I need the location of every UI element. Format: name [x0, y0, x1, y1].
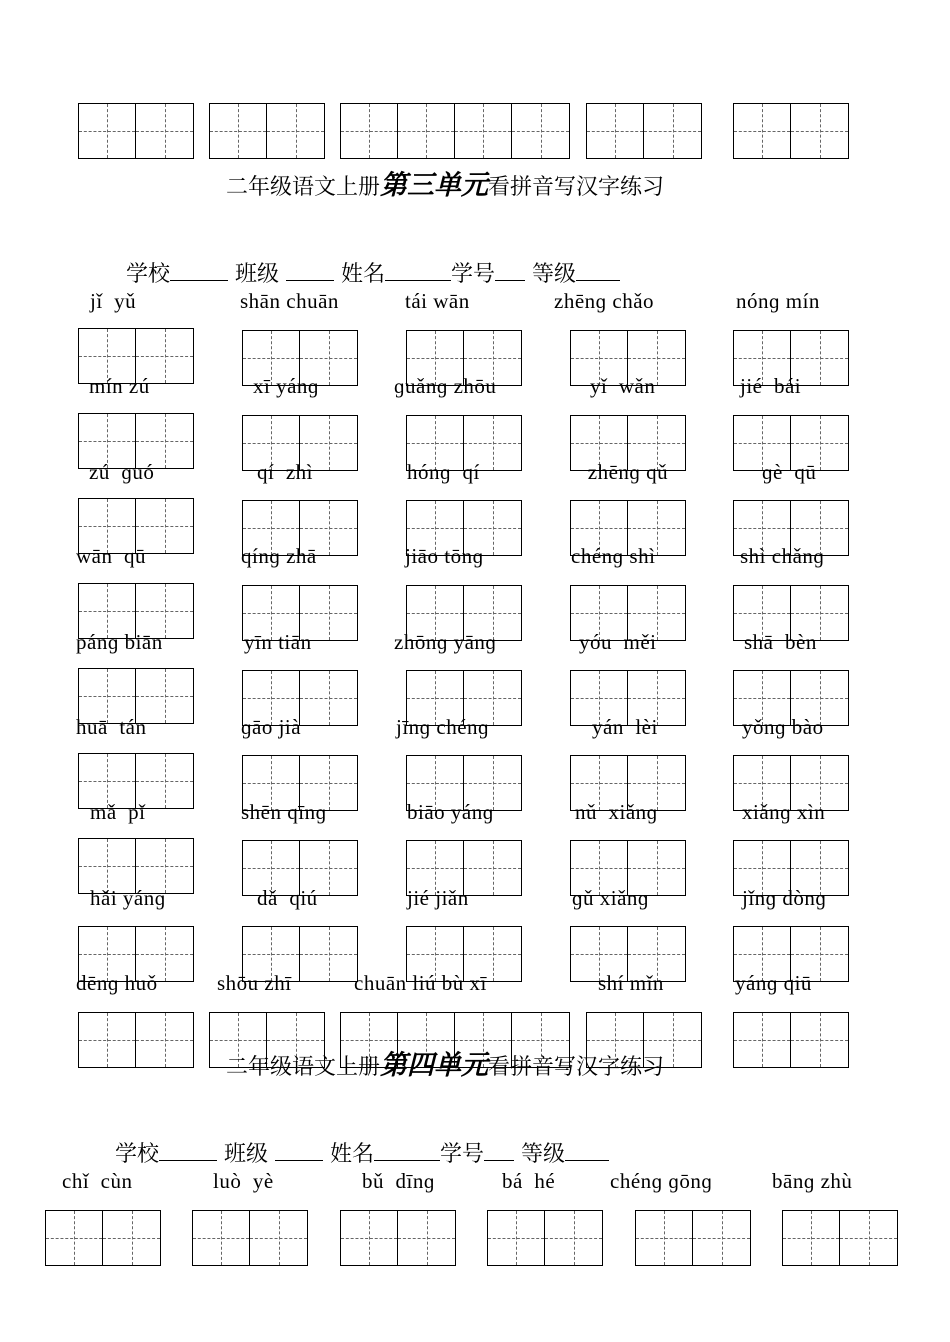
pinyin-label: shēn qīnɡ	[241, 800, 327, 824]
pinyin-label: pánɡ biān	[76, 630, 163, 654]
pinyin-label: wān qū	[76, 544, 146, 568]
pinyin-label: yóu měi	[579, 630, 657, 654]
grade-blank[interactable]	[565, 1140, 609, 1161]
grade-label: 等级	[532, 262, 577, 287]
pinyin-label: ɡè qū	[762, 460, 817, 484]
writing-grid[interactable]	[45, 1210, 161, 1266]
name-label: 姓名	[330, 1142, 375, 1167]
writing-grid[interactable]	[635, 1210, 751, 1266]
writing-grid[interactable]	[487, 1210, 603, 1266]
pinyin-label: hónɡ qí	[407, 460, 480, 484]
number-label: 学号	[440, 1142, 485, 1167]
worksheet-title-2	[226, 1052, 664, 1082]
pinyin-label: xiǎnɡ xìn	[742, 800, 826, 824]
student-info-line	[98, 232, 620, 317]
pinyin-label: qí zhì	[257, 460, 313, 484]
pinyin-label: ɡuǎnɡ zhōu	[394, 374, 497, 398]
pinyin-label: shā bèn	[744, 630, 817, 654]
pinyin-label: jiāo tōnɡ	[405, 544, 484, 568]
pinyin-label: shān chuān	[240, 289, 339, 313]
number-label: 学号	[451, 262, 496, 287]
writing-grid[interactable]	[733, 103, 849, 159]
class-blank[interactable]	[286, 260, 334, 281]
pinyin-label: yánɡ qiū	[735, 971, 812, 995]
class-blank[interactable]	[275, 1140, 323, 1161]
grade-label: 等级	[521, 1142, 566, 1167]
pinyin-label: yǐ wǎn	[590, 374, 656, 398]
pinyin-label: dēnɡ huǒ	[76, 971, 158, 995]
pinyin-label: yán lèi	[592, 715, 658, 739]
grade-blank[interactable]	[576, 260, 620, 281]
pinyin-label: tái wān	[405, 289, 470, 313]
pinyin-label: yǒnɡ bào	[742, 715, 824, 739]
pinyin-label: nǔ xiǎnɡ	[575, 800, 658, 824]
pinyin-label: bǔ dīnɡ	[362, 1169, 435, 1193]
pinyin-label: mǎ pǐ	[90, 800, 146, 824]
number-blank[interactable]	[495, 260, 525, 281]
school-label: 学校	[125, 262, 170, 287]
pinyin-label: bānɡ zhù	[772, 1169, 853, 1193]
pinyin-label: chénɡ ɡōnɡ	[610, 1169, 713, 1193]
pinyin-label: ɡāo jià	[241, 715, 302, 739]
pinyin-label: hǎi yánɡ	[90, 886, 166, 910]
pinyin-label: chǐ cùn	[62, 1169, 133, 1193]
pinyin-label: mín zú	[89, 374, 150, 398]
school-blank[interactable]	[170, 260, 228, 281]
pinyin-label: zhōnɡ yānɡ	[394, 630, 497, 654]
name-blank[interactable]	[374, 1140, 440, 1161]
writing-grid[interactable]	[78, 1012, 194, 1068]
class-label: 班级	[235, 262, 280, 287]
name-label: 姓名	[341, 262, 386, 287]
writing-grid[interactable]	[209, 103, 325, 159]
pinyin-label: qínɡ zhā	[241, 544, 317, 568]
title-suffix: 看拼音写汉字练习	[488, 175, 665, 200]
pinyin-label: xī yánɡ	[253, 374, 319, 398]
pinyin-label: yīn tiān	[244, 630, 312, 654]
pinyin-label: jié jiǎn	[407, 886, 469, 910]
writing-grid[interactable]	[340, 103, 570, 159]
pinyin-label: nónɡ mín	[736, 289, 820, 313]
name-blank[interactable]	[385, 260, 451, 281]
writing-grid[interactable]	[733, 1012, 849, 1068]
class-label: 班级	[224, 1142, 269, 1167]
pinyin-label: jǐnɡ dònɡ	[742, 886, 827, 910]
number-blank[interactable]	[484, 1140, 514, 1161]
pinyin-label: chénɡ shì	[571, 544, 656, 568]
school-label: 学校	[114, 1142, 159, 1167]
pinyin-label: shōu zhī	[217, 971, 292, 995]
pinyin-label: biāo yánɡ	[407, 800, 494, 824]
pinyin-label: ɡǔ xiǎnɡ	[572, 886, 649, 910]
title-unit: 第三单元	[380, 170, 489, 201]
title-prefix: 二年级语文上册	[226, 1055, 381, 1080]
pinyin-label: shì chǎnɡ	[740, 544, 825, 568]
title-suffix: 看拼音写汉字练习	[488, 1055, 665, 1080]
worksheet-title	[226, 172, 664, 202]
writing-grid[interactable]	[78, 103, 194, 159]
pinyin-label: jié bái	[740, 374, 802, 398]
writing-grid[interactable]	[782, 1210, 898, 1266]
pinyin-label: jǐ yǔ	[90, 289, 137, 313]
title-unit: 第四单元	[380, 1050, 489, 1081]
pinyin-label: shí mǐn	[598, 971, 664, 995]
writing-grid[interactable]	[586, 103, 702, 159]
pinyin-label: zhēnɡ qǔ	[582, 460, 669, 484]
writing-grid[interactable]	[192, 1210, 308, 1266]
pinyin-label: chuān liú bù xī	[354, 971, 487, 995]
title-prefix: 二年级语文上册	[226, 175, 381, 200]
school-blank[interactable]	[159, 1140, 217, 1161]
pinyin-label: zú ɡuó	[89, 460, 155, 484]
pinyin-label: zhēnɡ chǎo	[554, 289, 655, 313]
pinyin-label: dǎ qiú	[257, 886, 318, 910]
pinyin-label: huā tán	[76, 715, 147, 739]
writing-grid[interactable]	[340, 1210, 456, 1266]
pinyin-label: luò yè	[213, 1169, 274, 1193]
pinyin-label: bá hé	[502, 1169, 556, 1193]
pinyin-label: jīnɡ chénɡ	[396, 715, 490, 739]
